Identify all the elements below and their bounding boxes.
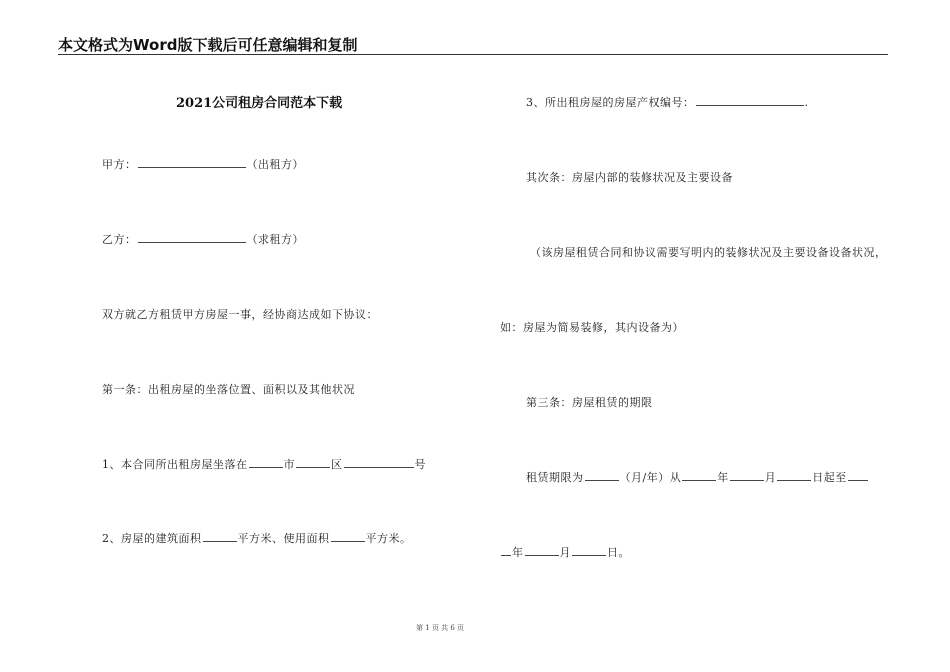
item-2-prefix: 2、房屋的建筑面积 xyxy=(102,532,202,545)
note-line-2: 如：房屋为简易装修，其内设备为） xyxy=(500,321,684,334)
term-length-blank xyxy=(585,469,619,481)
term-month: 月 xyxy=(764,471,777,484)
term-day-from: 日起至 xyxy=(812,471,847,484)
item-1-prefix: 1、本合同所出租房屋坐落在 xyxy=(102,458,248,471)
end-day: 日。 xyxy=(607,546,630,559)
end-day-blank xyxy=(572,544,606,556)
item-2-suffix: 平方米。 xyxy=(365,532,412,545)
term-unit: （月/年）从 xyxy=(619,471,682,484)
item-1-line xyxy=(102,456,426,472)
page-number: 第 1 页 共 6 页 xyxy=(415,624,465,632)
building-area-blank xyxy=(203,530,237,542)
party-b-label: 乙方： xyxy=(102,233,137,246)
party-a-label: 甲方： xyxy=(102,158,137,171)
party-b-line xyxy=(102,231,304,247)
document-title: 2021公司租房合同范本下载 xyxy=(176,96,343,111)
item-3-prefix: 3、所出租房屋的房屋产权编号： xyxy=(526,96,695,109)
term-line-2 xyxy=(500,544,630,560)
item-1-number: 号 xyxy=(414,458,426,471)
term-line-1 xyxy=(526,469,869,485)
item-2-line xyxy=(102,530,412,546)
party-a-blank xyxy=(138,156,246,168)
item-3-line xyxy=(526,94,809,110)
item-3-suffix: . xyxy=(804,96,809,109)
start-year-blank xyxy=(682,469,716,481)
article-2-title: 其次条：房屋内部的装修状况及主要设备 xyxy=(526,171,733,184)
end-year-blank-part xyxy=(848,469,868,481)
party-b-suffix: （求租方） xyxy=(246,233,304,246)
term-year: 年 xyxy=(717,471,729,484)
end-month-blank xyxy=(525,544,559,556)
document-header: 本文格式为Word版下载后可任意编辑和复制 xyxy=(58,36,358,54)
start-month-blank xyxy=(730,469,764,481)
property-number-blank xyxy=(696,94,804,106)
note-line-1: （该房屋租赁合同和协议需要写明内的装修状况及主要设备设备状况， xyxy=(530,246,887,259)
item-1-city: 市 xyxy=(283,458,295,471)
end-month: 月 xyxy=(559,546,571,559)
number-blank xyxy=(344,456,414,468)
article-1-title: 第一条：出租房屋的坐落位置、面积以及其他状况 xyxy=(102,383,355,396)
end-year-blank xyxy=(501,544,511,556)
header-divider xyxy=(58,54,888,55)
item-1-district: 区 xyxy=(331,458,343,471)
usable-area-blank xyxy=(331,530,365,542)
term-prefix: 租赁期限为 xyxy=(526,471,584,484)
district-blank xyxy=(296,456,330,468)
item-2-mid: 平方米、使用面积 xyxy=(237,532,330,545)
party-a-line xyxy=(102,156,304,172)
party-a-suffix: （出租方） xyxy=(246,158,304,171)
city-blank xyxy=(249,456,283,468)
article-3-title: 第三条：房屋租赁的期限 xyxy=(526,396,653,409)
agreement-text: 双方就乙方租赁甲方房屋一事，经协商达成如下协议： xyxy=(102,308,378,321)
party-b-blank xyxy=(138,231,246,243)
end-year: 年 xyxy=(512,546,524,559)
start-day-blank xyxy=(777,469,811,481)
